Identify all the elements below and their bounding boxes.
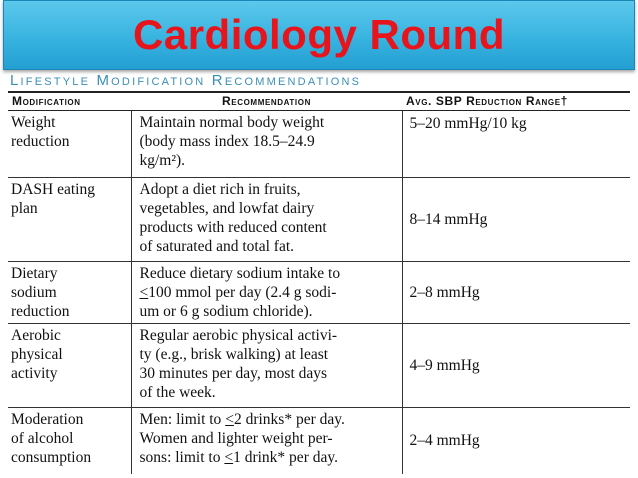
modification-cell (8, 111, 131, 178)
recommendation-text: ty (e.g., brisk walking) at least (139, 346, 329, 363)
recommendation-text: kg/m²). (139, 152, 186, 169)
title-bar (3, 0, 635, 70)
modification-text: Moderation (11, 411, 84, 428)
recommendation-cell (131, 408, 402, 474)
less-equal-symbol: < (224, 449, 234, 466)
table-row (8, 111, 630, 178)
modification-text: DASH eating (11, 181, 95, 198)
range-text: 2–4 mmHg (409, 432, 480, 450)
modification-cell (8, 178, 131, 262)
recommendation-cell (131, 111, 402, 178)
recommendation-text (140, 448, 399, 467)
recommendation-fragment: 2 drinks* per day. (233, 411, 345, 428)
recommendation-text (140, 410, 399, 429)
range-cell (402, 111, 630, 178)
recommendations-table (8, 92, 630, 474)
recommendation-fragment: sons: limit to (139, 449, 225, 466)
range-cell (402, 324, 630, 408)
recommendation-text: (body mass index 18.5–24.9 (139, 133, 315, 150)
modification-cell (8, 408, 131, 474)
modification-text: plan (11, 200, 38, 217)
table-row (8, 408, 630, 474)
table-row (8, 262, 630, 324)
recommendation-text: vegetables, and lowfat dairy (139, 200, 315, 217)
header-row (8, 92, 630, 111)
modification-text: of alcohol (11, 430, 74, 447)
modification-cell (8, 262, 131, 324)
range-text: 8–14 mmHg (409, 211, 488, 228)
recommendation-cell (131, 262, 402, 324)
recommendation-text: Regular aerobic physical activi- (139, 327, 338, 344)
less-equal-symbol: < (225, 411, 234, 428)
modification-text: sodium (11, 284, 57, 301)
range-cell (402, 178, 630, 262)
recommendation-fragment: Men: limit to (139, 411, 226, 428)
modification-text: reduction (11, 133, 70, 150)
less-equal-symbol: < (139, 284, 149, 301)
recommendation-cell (131, 178, 402, 262)
range-text: 2–8 mmHg (409, 284, 480, 301)
modification-cell (8, 324, 131, 408)
recommendation-fragment: 100 mmol per day (2.4 g sodi- (148, 284, 337, 301)
range-cell (402, 408, 630, 474)
recommendation-text: products with reduced content (139, 219, 327, 236)
modification-text: reduction (11, 303, 70, 320)
header-range: Avg. SBP Reduction Range† (402, 92, 630, 111)
recommendation-cell (131, 324, 402, 408)
table-caption: Lifestyle Modification Recommendations (10, 72, 362, 89)
slide-title: Cardiology Round (133, 11, 505, 58)
recommendation-text: Reduce dietary sodium intake to (139, 265, 341, 282)
recommendation-text: Maintain normal body weight (139, 114, 325, 131)
range-text: 5–20 mmHg/10 kg (409, 115, 527, 132)
range-text: 4–9 mmHg (409, 357, 480, 374)
table-row (8, 324, 630, 408)
modification-text: consumption (11, 449, 92, 466)
modification-text: Weight (11, 114, 56, 131)
recommendation-text (140, 283, 399, 302)
recommendation-text: Women and lighter weight per- (139, 430, 333, 447)
recommendation-text: 30 minutes per day, most days (139, 365, 328, 382)
modification-text: Dietary (11, 265, 58, 282)
range-cell (402, 262, 630, 324)
recommendation-fragment: 1 drink* per day. (233, 449, 338, 466)
recommendation-text: um or 6 g sodium chloride). (139, 303, 313, 320)
header-modification: Modification (8, 92, 131, 111)
modification-text: activity (11, 365, 58, 382)
recommendation-text: of the week. (139, 384, 216, 401)
modification-text: physical (11, 346, 63, 363)
table-row (8, 178, 630, 262)
recommendation-text: Adopt a diet rich in fruits, (139, 181, 301, 198)
modification-text: Aerobic (11, 327, 61, 344)
recommendation-text: of saturated and total fat. (139, 238, 295, 255)
header-recommendation: Recommendation (131, 92, 402, 111)
